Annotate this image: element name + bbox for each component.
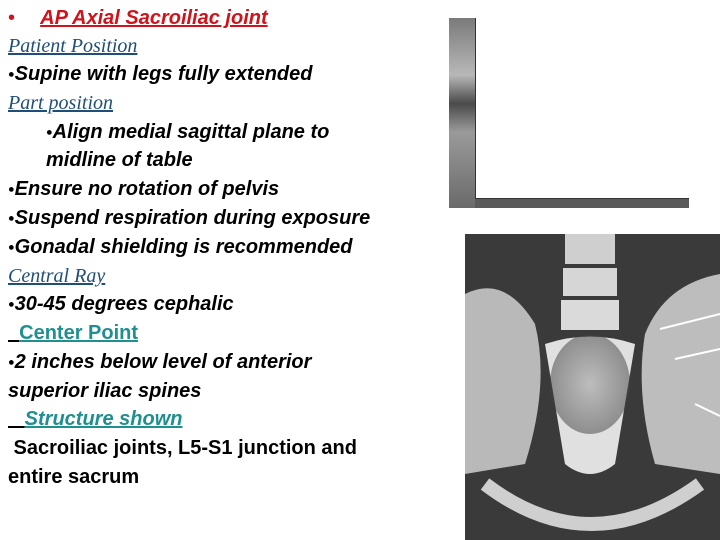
structure-text-line2: entire sacrum: [8, 466, 140, 488]
list-item: ●2 inches below level of anterior: [8, 351, 312, 373]
xray-image: [465, 234, 720, 540]
structure-text-line1: Sacroiliac joints, L5-S1 junction and: [8, 437, 357, 459]
list-item-continuation: midline of table: [46, 149, 193, 171]
list-item: ●Suspend respiration during exposure: [8, 207, 371, 229]
bullet-icon: ●: [8, 241, 15, 254]
bullet-icon: ●: [46, 126, 53, 139]
bullet-icon: ●: [8, 212, 15, 225]
bullet-icon: ●: [8, 68, 15, 81]
heading-center-point: Center Point: [19, 322, 139, 344]
heading-central-ray: Central Ray: [8, 265, 106, 287]
list-item: ●Ensure no rotation of pelvis: [8, 178, 280, 200]
bullet-icon: ●: [8, 183, 15, 196]
list-item: ●Supine with legs fully extended: [8, 63, 313, 85]
bullet-icon: ●: [8, 356, 15, 369]
title-bullet: •: [8, 7, 16, 29]
list-item: ●Align medial sagittal plane to: [46, 121, 330, 143]
positioning-photo: [449, 18, 689, 208]
list-item: ●30-45 degrees cephalic: [8, 293, 234, 315]
slide-title: [8, 6, 268, 30]
xray-graphic: [465, 234, 720, 540]
bullet-icon: ●: [8, 298, 15, 311]
heading-patient-position: Patient Position: [8, 35, 138, 57]
list-item: ●Gonadal shielding is recommended: [8, 236, 353, 258]
title-text: AP Axial Sacroiliac joint: [40, 7, 268, 29]
list-item-continuation: superior iliac spines: [8, 380, 202, 402]
heading-structure-shown: Structure shown: [24, 408, 183, 430]
heading-part-position: Part position: [8, 92, 114, 114]
photo-partial-patient: [449, 18, 475, 208]
photo-blank-panel: [475, 18, 689, 199]
